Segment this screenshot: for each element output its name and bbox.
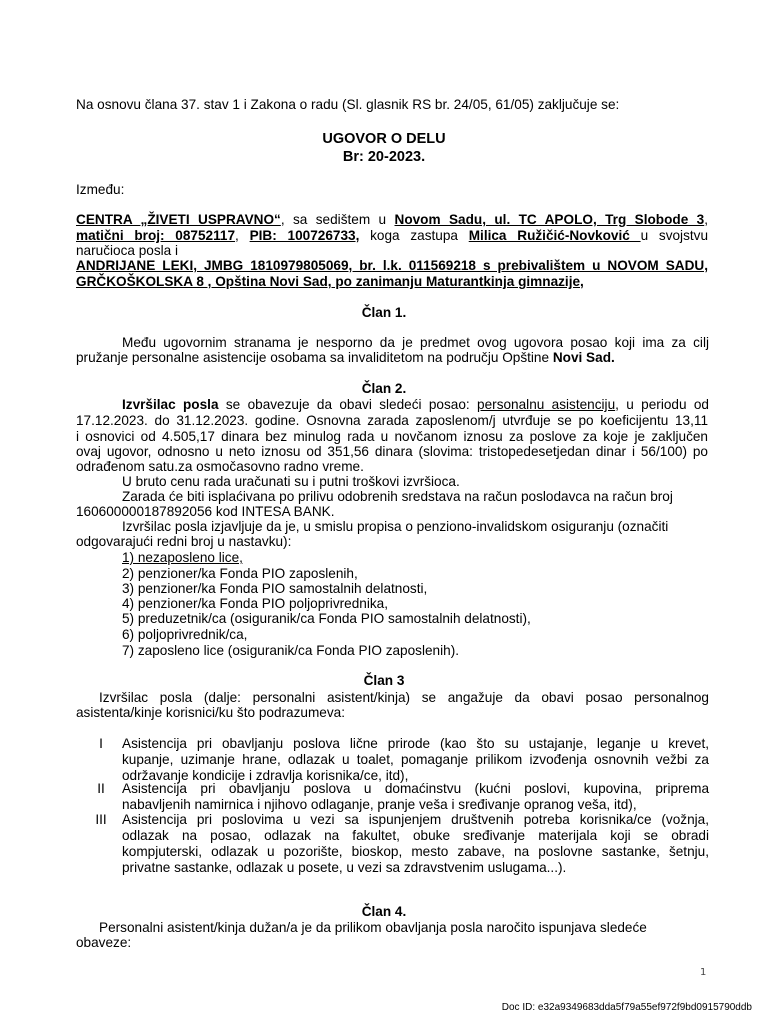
party1-role-line2: naručioca posla i	[76, 243, 179, 258]
roman-item-3-line3: kompjuterski, odlazak u pozorište, bioskop, mesto zabave, na poslovne sastanke, šetnju,	[122, 844, 709, 859]
pio-item-5: 5) preduzetnik/ca (osiguranik/ca Fonda PIO samostalnih delatnosti),	[122, 611, 531, 626]
party2-line2: GRČKOŠKOLSKA 8 , Opština Novi Sad, po zanimanju Maturantkinja gimnazije,	[76, 274, 584, 289]
pio-item-3: 3) penzioner/ka Fonda PIO samostalnih delatnosti,	[122, 581, 428, 596]
clan3-heading: Član 3	[363, 673, 405, 688]
document-title: UGOVOR O DELU	[322, 131, 446, 147]
clan1-line2-text: pružanje personalne asistencije osobama sa invaliditetom na području Opštine	[76, 350, 553, 365]
roman-item-3-line4: privatne sastanke, odlazak u posete, u vezi sa zdravstvenim uslugama...).	[122, 860, 567, 875]
roman-item-1	[122, 736, 709, 784]
clan2-l1-end: , u periodu od	[615, 397, 709, 412]
party1-comma2: ,	[235, 228, 250, 243]
roman-item-1-line2: kupanje, uzimanje hrane, odlazak u toalet, pomaganje prilikom izvođenja osnovnih vežbi za	[122, 752, 709, 767]
doc-id: Doc ID: e32a9349683dda5f79a55ef972f9bd0915790ddb	[501, 1002, 752, 1013]
roman-numeral-2: II	[97, 781, 105, 796]
roman-item-3-line2: odlazak na posao, odlazak na fakultet, obuke sređivanje materijala koji se obradi	[122, 828, 709, 843]
clan4-line1: Personalni asistent/kinja dužan/a je da prilikom obavljanja posla naročito ispunjava sledeće	[99, 920, 647, 935]
clan4-heading: Član 4.	[361, 904, 407, 919]
party1-role-text: u svojstvu	[640, 228, 708, 243]
clan1-line2	[76, 350, 615, 366]
party1-comma: ,	[704, 212, 709, 227]
clan2-line5: odrađenom satu.za osmočasovno radno vreme.	[76, 459, 364, 474]
clan2-l1-mid: se obavezuje da obavi sledeći posao:	[218, 397, 478, 412]
party2-line1: ANDRIJANE LEKI, JMBG 1810979805069, br. l.k. 011569218 s prebivalištem u NOVOM SADU,	[76, 258, 708, 273]
party1-line1	[76, 212, 708, 228]
party1-seat-text: , sa sedištem u	[280, 212, 395, 227]
intro-text: Na osnovu člana 37. stav 1 i Zakona o radu (Sl. glasnik RS br. 24/05, 61/05) zaključuje se:	[76, 97, 620, 112]
pio-item-1-text: 1) nezaposleno lice,	[122, 550, 243, 565]
roman-item-3	[122, 812, 709, 876]
between-label: Između:	[76, 182, 125, 197]
clan2-line4: ovaj ugovor, odnosno u neto iznosu od 351,56 dinara (slovima: tristopedesetjedan dinar i 56/100) po	[76, 444, 708, 459]
clan3-line2: asistenta/kinje korisnici/ku što podrazumeva:	[76, 705, 345, 720]
clan2-line3: i osnovici od 4.505,17 dinara bez minulog rada u novčanom iznosu za poslove za koje je zaključen	[76, 429, 708, 444]
party1-mb: matični broj: 08752117	[76, 228, 236, 243]
clan2-line2: 17.12.2023. do 31.12.2023. godine. Osnovna zarada zaposlenom/j utvrđuje se po koeficijentu 13,11	[76, 413, 708, 428]
page-number: 1	[700, 967, 707, 978]
clan2-line7: Zarada će biti isplaćivana po prilivu odobrenih sredstava na račun poslodavca na račun broj	[122, 489, 673, 504]
clan1-line1: Među ugovornim stranama je nesporno da je predmet ovog ugovora posao koji ima za cilj	[122, 335, 709, 350]
clan2-service: personalnu asistenciju	[477, 397, 616, 412]
roman-numeral-3: III	[95, 812, 107, 827]
roman-item-3-line1: Asistencija pri poslovima u vezi sa ispunjenjem društvenih potreba korisnika/ce (vožnja,	[122, 812, 709, 827]
clan2-line10: odgovarajući redni broj u nastavku):	[76, 534, 292, 549]
document-number: Br: 20-2023.	[342, 149, 426, 165]
clan1-municipality: Novi Sad.	[552, 350, 615, 365]
roman-item-2	[122, 781, 709, 813]
clan2-line6: U bruto cenu rada uračunati su i putni troškovi izvršioca.	[122, 474, 460, 489]
party1-rep-text: koga zastupa	[359, 228, 469, 243]
clan2-line1	[122, 397, 709, 413]
pio-item-1	[122, 550, 243, 566]
pio-item-6: 6) poljoprivrednik/ca,	[122, 627, 248, 642]
party1-rep-name: Milica Ružičić-Novković	[468, 228, 641, 243]
clan4-line2: obaveze:	[76, 935, 132, 950]
pio-item-2: 2) penzioner/ka Fonda PIO zaposlenih,	[122, 566, 358, 581]
clan1-heading: Član 1.	[361, 305, 407, 320]
party1-line2	[76, 228, 708, 244]
roman-numeral-1: I	[99, 736, 103, 751]
clan2-contractor: Izvršilac posla	[122, 397, 219, 412]
party1-address: Novom Sadu, ul. TC APOLO, Trg Slobode 3	[394, 212, 705, 227]
pio-item-7: 7) zaposleno lice (osiguranik/ca Fonda PIO zaposlenih).	[122, 643, 460, 658]
clan3-line1: Izvršilac posla (dalje: personalni asistent/kinja) se angažuje da obavi posao personalnog	[99, 690, 709, 705]
party1-name: CENTRA „ŽIVETI USPRAVNO“	[76, 212, 281, 227]
party1-pib: PIB: 100726733,	[249, 228, 360, 243]
pio-item-4: 4) penzioner/ka Fonda PIO poljoprivrednika,	[122, 596, 388, 611]
roman-item-1-line1: Asistencija pri obavljanju poslova lične prirode (kao što su ustajanje, leganje u krevet,	[122, 736, 709, 751]
clan2-heading: Član 2.	[361, 381, 407, 396]
roman-item-2-line1: Asistencija pri obavljanju poslova u domaćinstvu (kućni poslovi, kupovina, priprema	[122, 781, 709, 796]
roman-item-2-line2: nabavljenih namirnica i njihovo odlaganje, pranje veša i sređivanje opranog veša, itd),	[122, 797, 637, 812]
clan2-line8: 160600000187892056 kod INTESA BANK.	[76, 504, 335, 519]
roman-item-1-line3: održavanje kondicije i zdravlja korisnika/ce, itd),	[122, 768, 409, 783]
clan2-line9: Izvršilac posla izjavljuje da je, u smislu propisa o penziono-invalidskom osiguranju (označiti	[122, 519, 669, 534]
